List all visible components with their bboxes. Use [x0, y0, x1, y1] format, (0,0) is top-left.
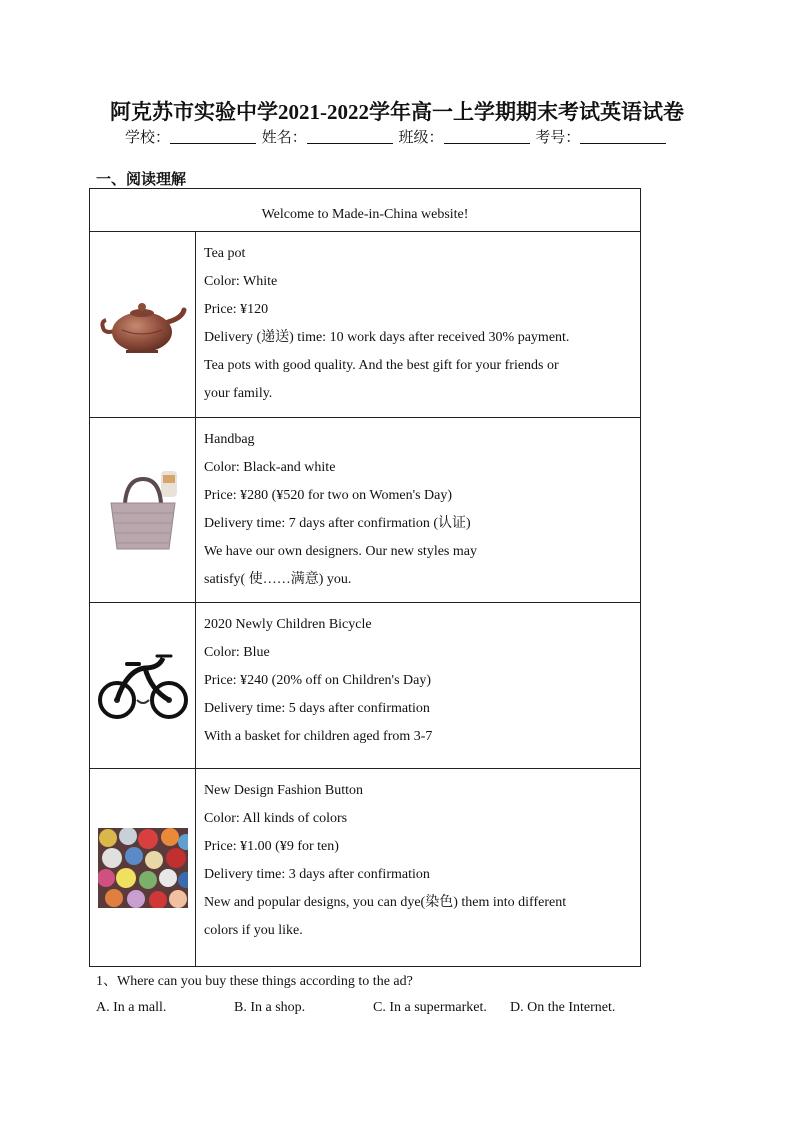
section-heading: 一、阅读理解 [96, 172, 187, 188]
buttons-image-cell [90, 769, 196, 967]
bicycle-illustration [97, 650, 189, 722]
bicycle-color: Color: Blue [204, 645, 270, 660]
handbag-note-2: satisfy( 使……满意) you. [204, 572, 352, 587]
product-row-button [90, 769, 641, 967]
handbag-price: Price: ¥280 (¥520 for two on Women's Day) [204, 488, 453, 503]
product-row-bicycle [90, 603, 641, 769]
welcome-text: Welcome to Made-in-China website! [261, 207, 469, 222]
name-blank [307, 129, 393, 144]
bicycle-price: Price: ¥240 (20% off on Children's Day) [204, 673, 432, 688]
bicycle-delivery: Delivery time: 5 days after confirmation [204, 701, 430, 716]
ad-table [89, 188, 641, 967]
question-stem: 1、Where can you buy these things according to the ad? [96, 974, 413, 989]
handbag-note-1: We have our own designers. Our new styles may [204, 544, 477, 559]
handbag-description [196, 418, 641, 603]
product-row-handbag [90, 418, 641, 603]
teapot-note-1: Tea pots with good quality. And the best gift for your friends or [204, 358, 559, 373]
teapot-delivery: Delivery (递送) time: 10 work days after received 30% payment. [204, 330, 570, 345]
option-a[interactable]: A. In a mall. [96, 1000, 167, 1015]
handbag-image-cell [90, 418, 196, 603]
welcome-cell [90, 189, 641, 232]
option-c[interactable]: C. In a supermarket. [373, 1000, 487, 1015]
bicycle-description [196, 603, 641, 769]
document-title: 阿克苏市实验中学2021-2022学年高一上学期期末考试英语试卷 [110, 100, 684, 124]
school-blank [170, 129, 256, 144]
product-row-teapot [90, 232, 641, 418]
teapot-image-cell [90, 232, 196, 418]
bicycle-image-cell [90, 603, 196, 769]
option-b[interactable]: B. In a shop. [234, 1000, 306, 1015]
bicycle-name: 2020 Newly Children Bicycle [204, 617, 372, 632]
school-label: 学校： [125, 130, 171, 146]
teapot-price: Price: ¥120 [204, 302, 269, 317]
teapot-note-2: your family. [204, 386, 273, 401]
button-price: Price: ¥1.00 (¥9 for ten) [204, 839, 339, 854]
teapot-description [196, 232, 641, 418]
button-note-2: colors if you like. [204, 923, 303, 938]
handbag-illustration [103, 469, 183, 551]
teapot-illustration [98, 290, 188, 360]
handbag-name: Handbag [204, 432, 255, 447]
exam-number-blank [580, 129, 666, 144]
handbag-color: Color: Black-and white [204, 460, 336, 475]
button-color: Color: All kinds of colors [204, 811, 348, 826]
button-delivery: Delivery time: 3 days after confirmation [204, 867, 430, 882]
answer-options [96, 1000, 615, 1016]
button-note-1: New and popular designs, you can dye(染色) them into different [204, 895, 567, 910]
class-blank [444, 129, 530, 144]
option-d[interactable]: D. On the Internet. [510, 1000, 616, 1015]
student-info-line [125, 126, 668, 147]
bicycle-note: With a basket for children aged from 3-7 [204, 729, 433, 744]
name-label: 姓名： [261, 130, 307, 146]
class-label: 班级： [398, 130, 444, 146]
exam-number-label: 考号： [535, 130, 581, 146]
button-name: New Design Fashion Button [204, 783, 364, 798]
teapot-color: Color: White [204, 274, 278, 289]
button-description [196, 769, 641, 967]
handbag-delivery: Delivery time: 7 days after confirmation (认证) [204, 516, 471, 531]
teapot-name: Tea pot [204, 246, 246, 261]
buttons-illustration [98, 828, 188, 908]
